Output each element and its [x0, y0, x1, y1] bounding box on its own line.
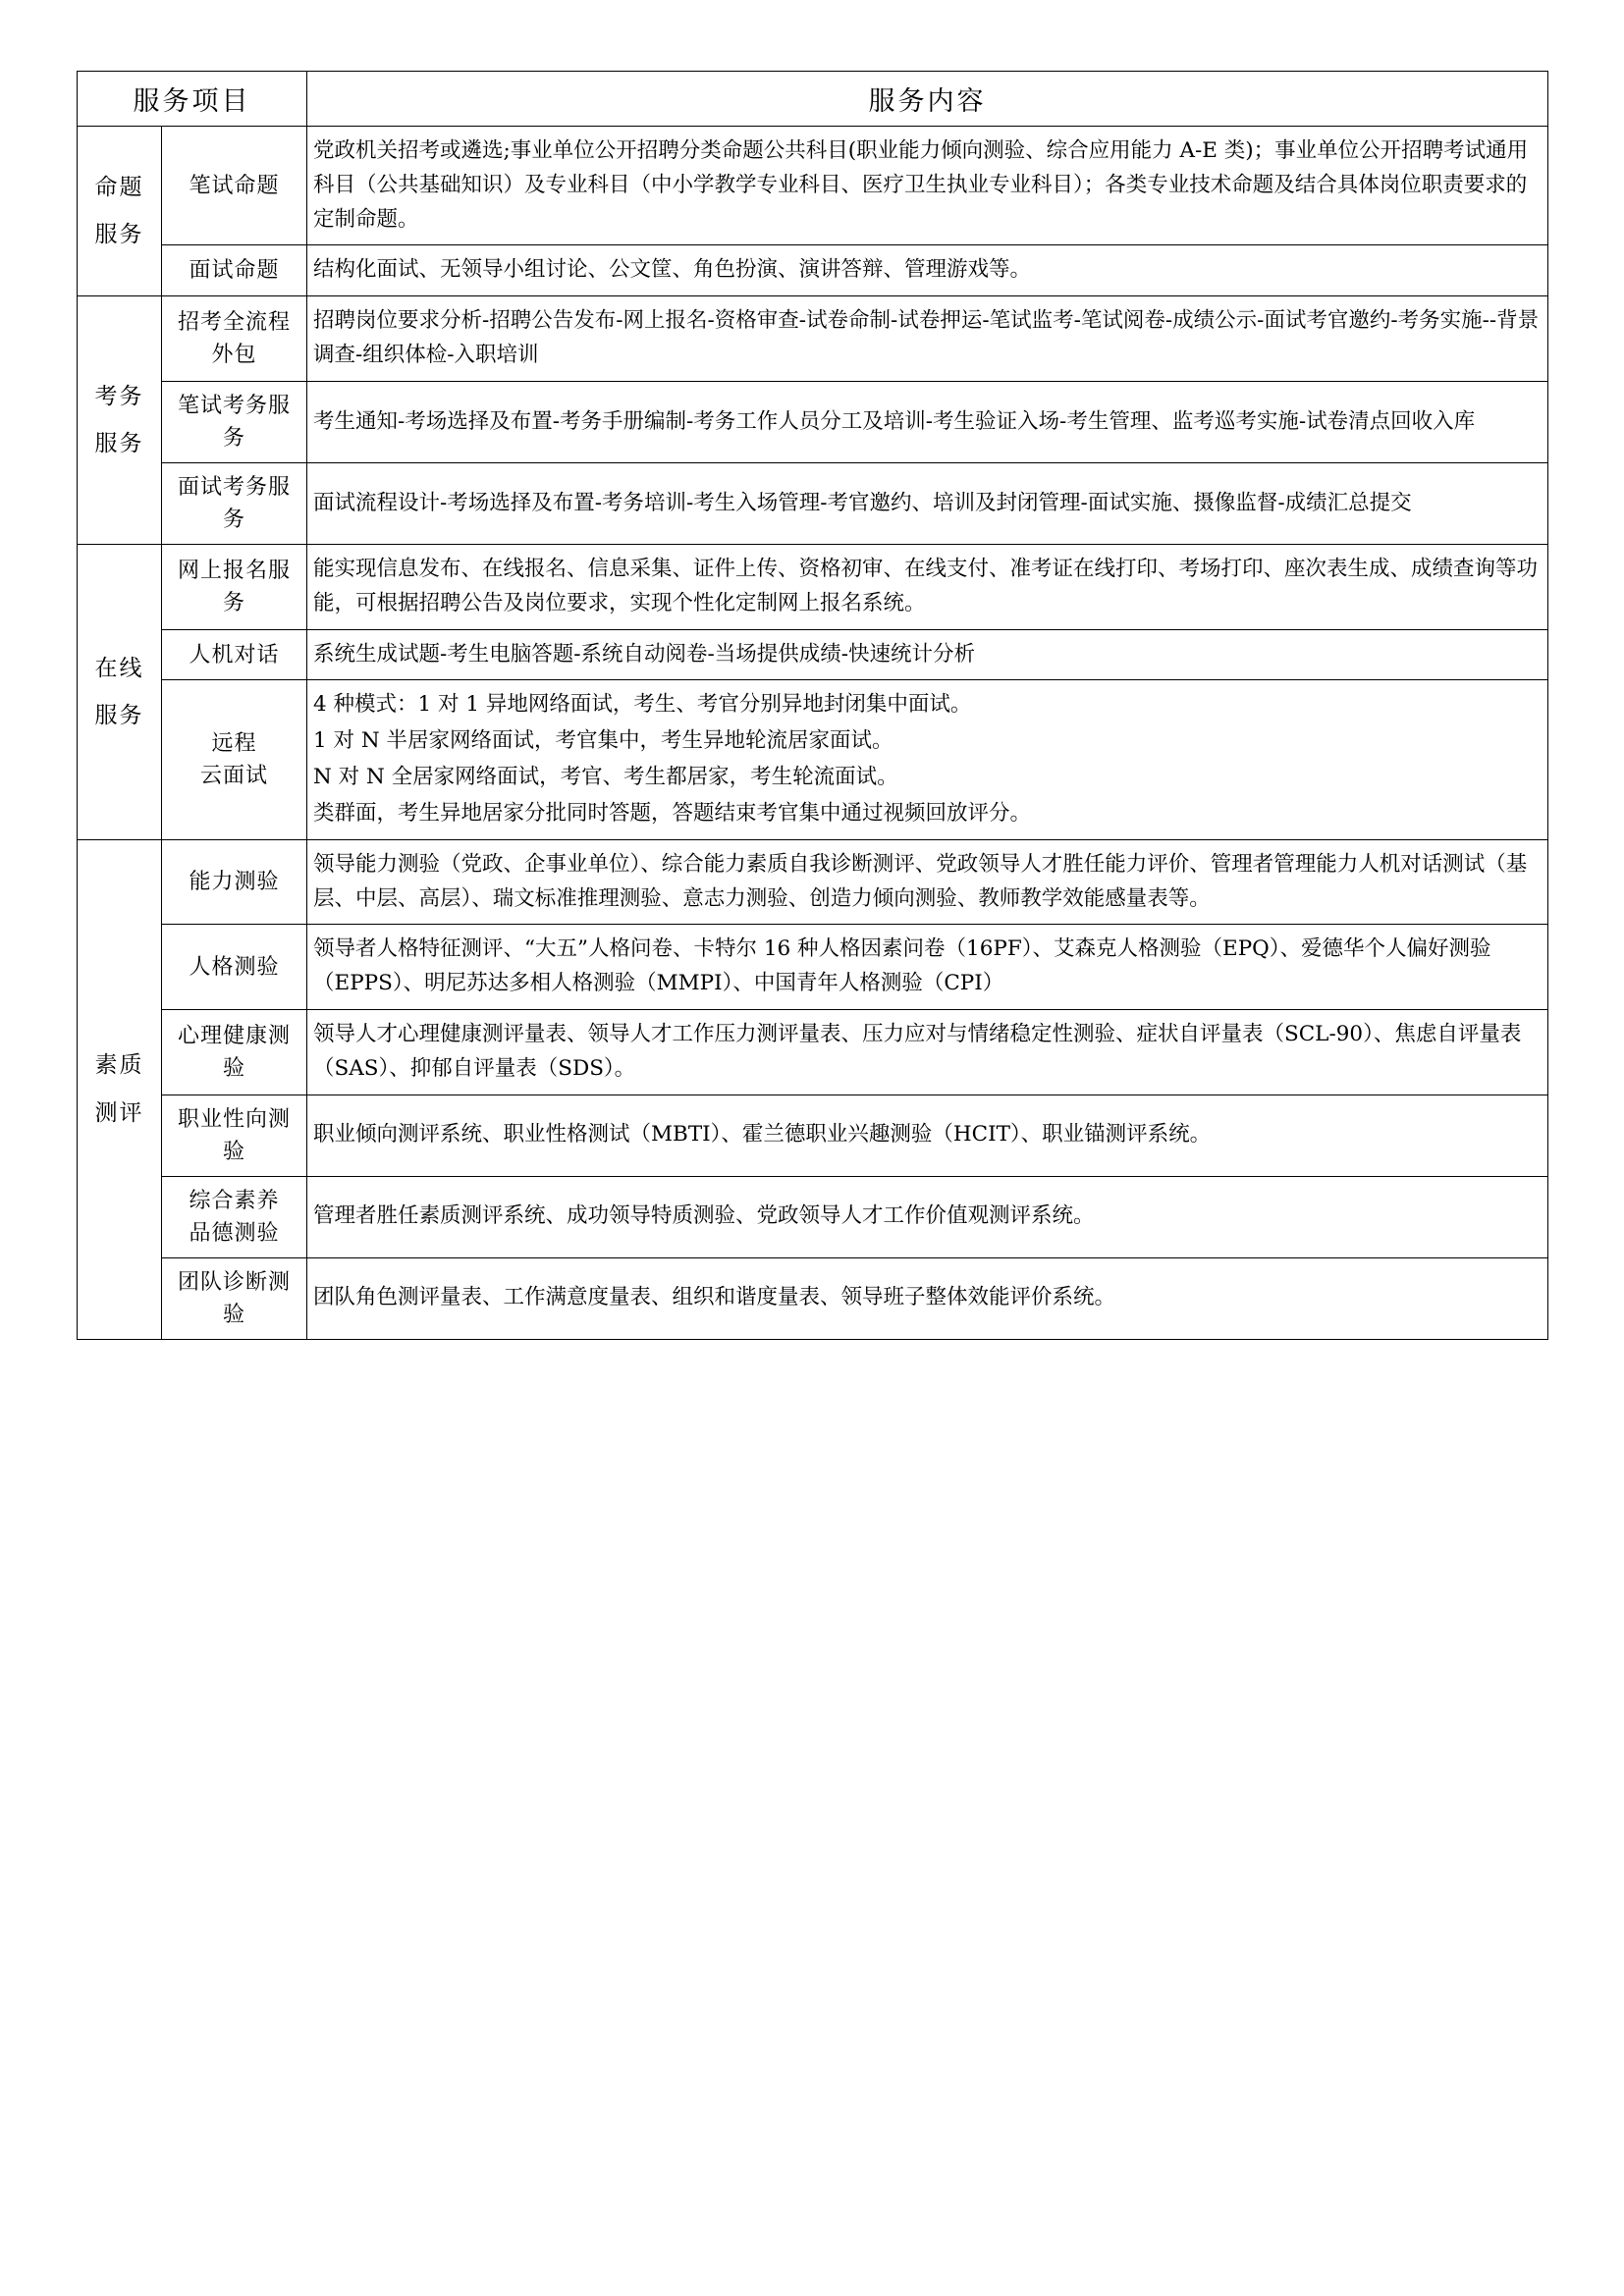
item-label-line: 务 — [222, 425, 245, 451]
item-label-line: 网上报名服 — [177, 558, 291, 583]
item-label-line: 外包 — [211, 343, 257, 368]
table-row — [78, 1176, 1548, 1257]
item-label-cell — [162, 1176, 307, 1257]
table-row — [78, 1257, 1548, 1339]
item-label-line: 云面试 — [199, 764, 268, 789]
content-cell — [307, 296, 1548, 382]
content-paragraph: N 对 N 全居家网络面试，考官、考生都居家，考生轮流面试。 — [313, 765, 898, 790]
content-cell — [307, 839, 1548, 925]
item-label-cell — [162, 680, 307, 839]
item-label-cell — [162, 925, 307, 1010]
group-label-cell — [78, 127, 162, 296]
item-label-cell — [162, 296, 307, 382]
service-table — [77, 71, 1548, 1340]
content-paragraph: 管理者胜任素质测评系统、成功领导特质测验、党政领导人才工作价值观测评系统。 — [313, 1203, 1095, 1229]
item-label-line: 心理健康测 — [177, 1023, 291, 1048]
content-paragraph: 招聘岗位要求分析-招聘公告发布-网上报名-资格审查-试卷命制-试卷押运-笔试监考-笔试阅卷-成绩公示-面试考官邀约-考务实施--背景调查-组织体检-入职培训 — [313, 308, 1540, 368]
content-paragraph: 类群面，考生异地居家分批同时答题，答题结束考官集中通过视频回放评分。 — [313, 800, 1032, 826]
content-cell — [307, 381, 1548, 462]
item-label-line: 能力测验 — [189, 870, 280, 895]
content-paragraph: 结构化面试、无领导小组讨论、公文筐、角色扮演、演讲答辩、管理游戏等。 — [313, 257, 1032, 283]
content-cell — [307, 1095, 1548, 1176]
content-cell — [307, 680, 1548, 839]
table-row — [78, 462, 1548, 544]
content-cell — [307, 1010, 1548, 1095]
item-label-line: 面试命题 — [189, 258, 280, 284]
content-cell — [307, 925, 1548, 1010]
content-cell — [307, 127, 1548, 245]
item-label-line: 笔试考务服 — [177, 393, 291, 418]
item-label-line: 招考全流程 — [177, 310, 291, 336]
item-label-cell — [162, 127, 307, 245]
item-label-cell — [162, 1095, 307, 1176]
item-label-cell — [162, 629, 307, 680]
group-label-cell — [78, 544, 162, 839]
item-label-line: 品德测验 — [189, 1220, 280, 1246]
group-label-line: 服务 — [94, 431, 144, 457]
item-label-cell — [162, 1010, 307, 1095]
content-cell — [307, 1257, 1548, 1339]
table-row — [78, 127, 1548, 245]
group-label-line: 服务 — [94, 222, 144, 248]
content-cell — [307, 245, 1548, 296]
content-cell — [307, 629, 1548, 680]
item-label-line: 验 — [222, 1139, 245, 1164]
item-label-cell — [162, 1257, 307, 1339]
content-paragraph: 领导人才心理健康测评量表、领导人才工作压力测评量表、压力应对与情绪稳定性测验、症状自评量表（SCL-90）、焦虑自评量表（SAS）、抑郁自评量表（SDS）。 — [313, 1022, 1522, 1081]
group-label-line: 考务 — [94, 383, 144, 409]
group-label-cell — [78, 296, 162, 545]
table-header-row — [78, 72, 1548, 127]
table-row — [78, 839, 1548, 925]
group-label-line: 服务 — [94, 702, 144, 728]
item-label-line: 验 — [222, 1055, 245, 1081]
content-paragraph: 面试流程设计-考场选择及布置-考务培训-考生入场管理-考官邀约、培训及封闭管理-面试实施、摄像监督-成绩汇总提交 — [313, 490, 1412, 515]
item-label-cell — [162, 245, 307, 296]
item-label-line: 面试考务服 — [177, 474, 291, 500]
header-service-item: 服务项目 — [78, 72, 307, 127]
content-paragraph: 职业倾向测评系统、职业性格测试（MBTI）、霍兰德职业兴趣测验（HCIT）、职业锚测评系统。 — [313, 1122, 1212, 1148]
item-label-line: 务 — [222, 590, 245, 615]
table-row — [78, 296, 1548, 382]
content-paragraph: 团队角色测评量表、工作满意度量表、组织和谐度量表、领导班子整体效能评价系统。 — [313, 1285, 1116, 1310]
item-label-line: 人格测验 — [189, 954, 280, 980]
table-row — [78, 381, 1548, 462]
content-paragraph: 党政机关招考或遴选;事业单位公开招聘分类命题公共科目(职业能力倾向测验、综合应用能力 A-E 类)；事业单位公开招聘考试通用科目（公共基础知识）及专业科目（中小学教学专业科目、医疗卫生执业专业科目）；各类专业技术命题及结合具体岗位职责要求的定制命题。 — [313, 138, 1529, 232]
header-service-content: 服务内容 — [307, 72, 1548, 127]
group-label-line: 在线 — [94, 655, 144, 681]
item-label-line: 综合素养 — [189, 1188, 280, 1213]
item-label-line: 验 — [222, 1302, 245, 1327]
content-paragraph: 4 种模式：1 对 1 异地网络面试，考生、考官分别异地封闭集中面试。 — [313, 692, 972, 718]
item-label-line: 务 — [222, 507, 245, 532]
item-label-cell — [162, 381, 307, 462]
item-label-line: 远程 — [211, 731, 257, 757]
content-cell — [307, 462, 1548, 544]
item-label-line: 职业性向测 — [177, 1106, 291, 1132]
item-label-cell — [162, 544, 307, 629]
content-paragraph: 1 对 N 半居家网络面试，考官集中，考生异地轮流居家面试。 — [313, 728, 893, 754]
group-label-line: 命题 — [94, 174, 144, 200]
item-label-line: 笔试命题 — [189, 173, 280, 198]
item-label-line: 人机对话 — [189, 642, 280, 667]
content-paragraph: 考生通知-考场选择及布置-考务手册编制-考务工作人员分工及培训-考生验证入场-考生管理、监考巡考实施-试卷清点回收入库 — [313, 408, 1476, 434]
group-label-line: 测评 — [94, 1099, 144, 1126]
table-row — [78, 1010, 1548, 1095]
table-row — [78, 544, 1548, 629]
content-paragraph: 领导能力测验（党政、企事业单位）、综合能力素质自我诊断测评、党政领导人才胜任能力评价、管理者管理能力人机对话测试（基层、中层、高层）、瑞文标准推理测验、意志力测验、创造力倾向测验、教师教学效能感量表等。 — [313, 851, 1528, 911]
content-paragraph: 能实现信息发布、在线报名、信息采集、证件上传、资格初审、在线支付、准考证在线打印、考场打印、座次表生成、成绩查询等功能，可根据招聘公告及岗位要求，实现个性化定制网上报名系统。 — [313, 556, 1539, 615]
group-label-cell — [78, 839, 162, 1339]
content-paragraph: 系统生成试题-考生电脑答题-系统自动阅卷-当场提供成绩-快速统计分析 — [313, 641, 976, 667]
item-label-cell — [162, 462, 307, 544]
table-row — [78, 1095, 1548, 1176]
content-cell — [307, 544, 1548, 629]
table-row — [78, 629, 1548, 680]
item-label-cell — [162, 839, 307, 925]
table-row — [78, 680, 1548, 839]
table-row — [78, 925, 1548, 1010]
group-label-line: 素质 — [94, 1052, 144, 1079]
content-paragraph: 领导者人格特征测评、“大五”人格问卷、卡特尔 16 种人格因素问卷（16PF）、艾森克人格测验（EPQ）、爱德华个人偏好测验（EPPS）、明尼苏达多相人格测验（MMPI）、中国青年人格测验（CPI） — [313, 936, 1491, 996]
content-cell — [307, 1176, 1548, 1257]
item-label-line: 团队诊断测 — [177, 1269, 291, 1295]
table-row — [78, 245, 1548, 296]
